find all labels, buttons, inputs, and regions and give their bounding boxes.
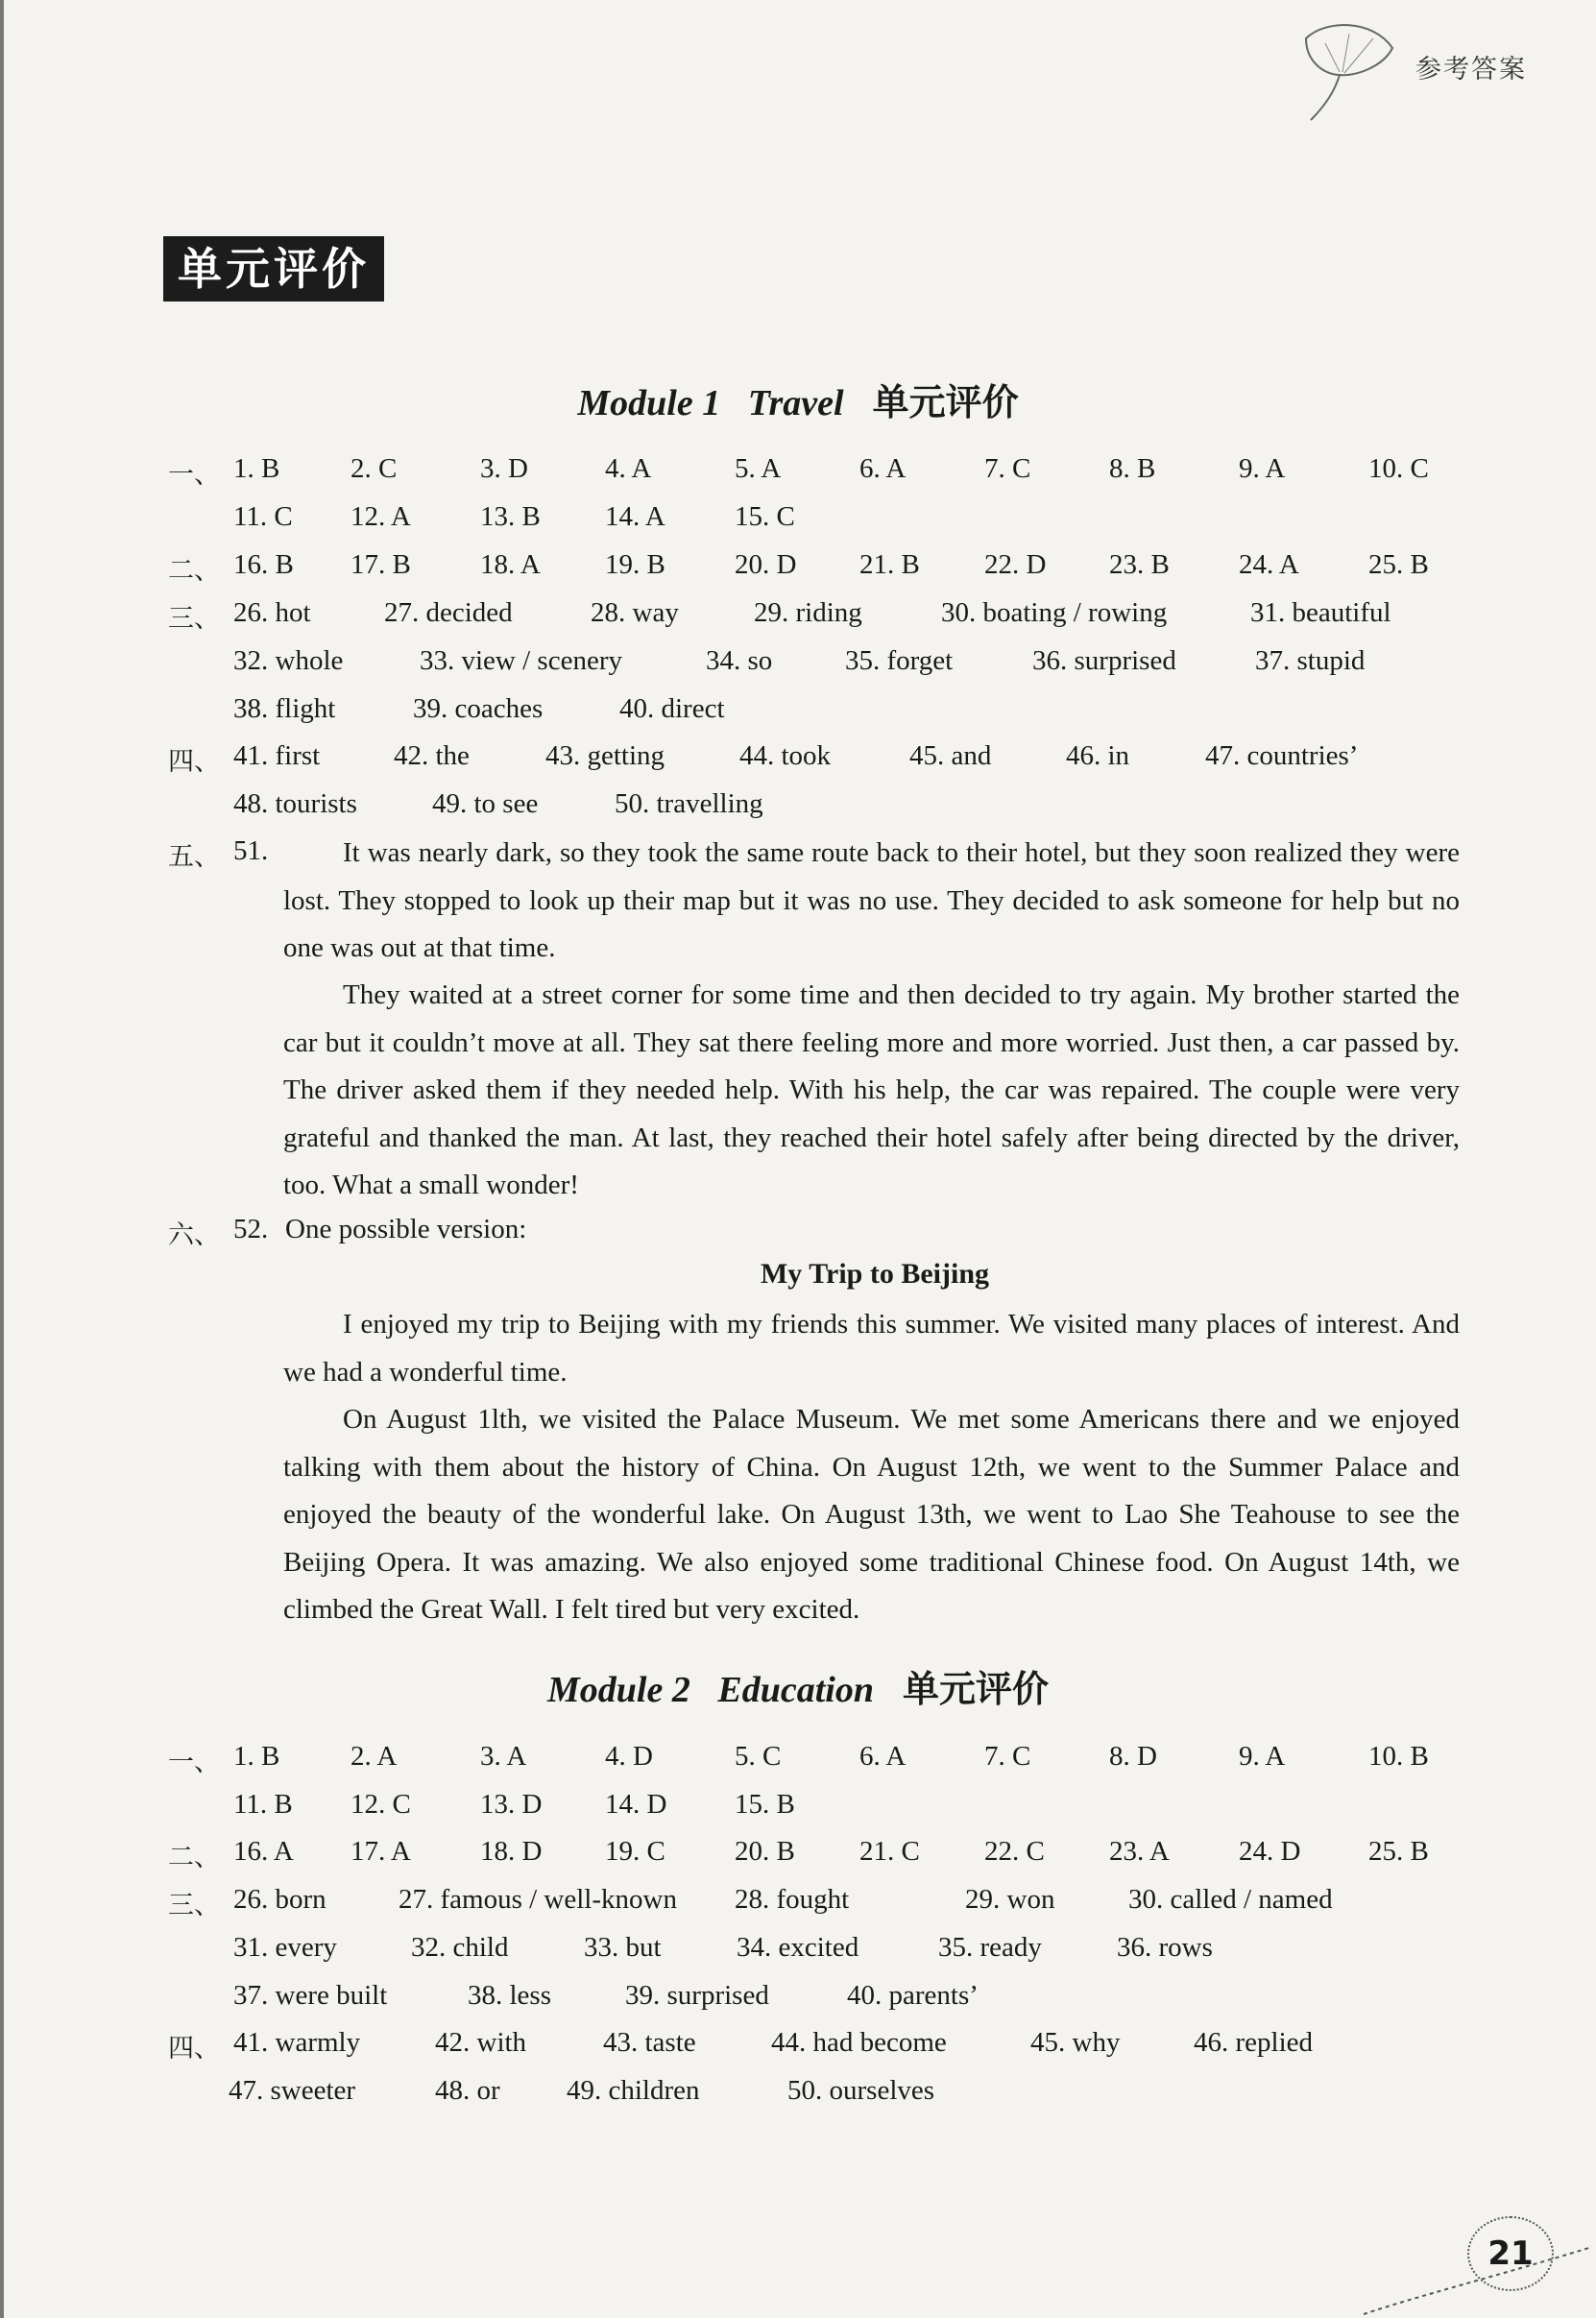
answer: 26. born bbox=[233, 1884, 326, 1915]
answer: 34. so bbox=[706, 645, 773, 676]
module1-title-cn: 单元评价 bbox=[872, 381, 1019, 423]
answer: 40. direct bbox=[619, 693, 725, 724]
answer: 13. D bbox=[480, 1789, 543, 1820]
m2-part3-row1 bbox=[168, 1884, 1512, 1922]
answer: 32. whole bbox=[233, 645, 344, 676]
m1-part4-row1 bbox=[168, 740, 1512, 779]
module1-title-en: Module 1 bbox=[577, 383, 721, 423]
answer: 33. view / scenery bbox=[420, 645, 622, 676]
answer: 50. ourselves bbox=[787, 2075, 935, 2106]
answer: 21. C bbox=[859, 1836, 920, 1867]
m1-part1-row2 bbox=[168, 501, 1512, 540]
m1-part5-paragraph-1: It was nearly dark, so they took the same route back to their hotel, but they soon realized they were lost. They stopped to look up their map but it was no use. They decided to ask someone for help but no one was out at that time. bbox=[283, 837, 1460, 963]
answer: 3. D bbox=[480, 453, 528, 484]
answer: 10. B bbox=[1368, 1741, 1429, 1772]
answer: 49. to see bbox=[432, 788, 539, 819]
answer: 43. taste bbox=[603, 2027, 696, 2058]
answer: 41. warmly bbox=[233, 2027, 361, 2058]
page-number: 21 bbox=[1467, 2216, 1554, 2291]
answer: 42. the bbox=[394, 740, 470, 771]
module2-title bbox=[0, 1659, 1596, 1712]
answer: 17. A bbox=[351, 1836, 411, 1867]
m1-part1-row1 bbox=[168, 453, 1512, 492]
answer: 47. sweeter bbox=[229, 2075, 356, 2106]
answer: 14. A bbox=[605, 501, 665, 532]
m2-part3-row2 bbox=[168, 1932, 1512, 1970]
answer: 33. but bbox=[584, 1932, 662, 1963]
answer: 10. C bbox=[1368, 453, 1429, 484]
section-badge: 单元评价 bbox=[163, 236, 384, 302]
answer: 32. child bbox=[411, 1932, 509, 1963]
module2-title-topic: Education bbox=[717, 1670, 874, 1710]
module1-title-topic: Travel bbox=[747, 383, 844, 423]
answer: 7. C bbox=[984, 1741, 1031, 1772]
essay-intro: One possible version: bbox=[285, 1214, 527, 1244]
answer: 15. B bbox=[735, 1789, 795, 1820]
answer: 24. D bbox=[1239, 1836, 1301, 1867]
m1-part4-row2 bbox=[168, 788, 1512, 827]
answer: 26. hot bbox=[233, 597, 311, 628]
answer: 50. travelling bbox=[615, 788, 763, 819]
answer: 42. with bbox=[435, 2027, 527, 2058]
answer: 36. rows bbox=[1117, 1932, 1213, 1963]
answer: 18. A bbox=[480, 549, 541, 580]
answer: 4. D bbox=[605, 1741, 653, 1772]
section-label: 二、 bbox=[168, 556, 220, 586]
m2-part2-row1 bbox=[168, 1836, 1512, 1874]
m2-part4-row1 bbox=[168, 2027, 1512, 2065]
section-label: 四、 bbox=[168, 747, 220, 777]
section-label: 四、 bbox=[168, 2034, 220, 2064]
answer: 29. won bbox=[965, 1884, 1055, 1915]
section-label: 一、 bbox=[168, 460, 220, 490]
answer: 40. parents’ bbox=[847, 1980, 979, 2011]
answer: 22. C bbox=[984, 1836, 1045, 1867]
answer: 16. A bbox=[233, 1836, 294, 1867]
answer: 48. or bbox=[435, 2075, 500, 2106]
m1-part6-paragraph-1: I enjoyed my trip to Beijing with my friends this summer. We visited many places of interest. And we had a wonderful time. bbox=[283, 1309, 1460, 1388]
m1-part6-paragraph-2: On August 1lth, we visited the Palace Museum. We met some Americans there and we enjoyed talking with them about the history of China. On August 12th, we went to the Summer Palace and enjoyed the beauty of the wonderful lake. On August 13th, we went to Lao She Teahouse to see the Beijing Opera. It was amazing. We also enjoyed some traditional Chinese food. On August 14th, we climbed the Great Wall. I felt tired but very excited. bbox=[283, 1404, 1460, 1625]
answer: 38. less bbox=[468, 1980, 551, 2011]
answer: 19. B bbox=[605, 549, 665, 580]
answer: 11. B bbox=[233, 1789, 293, 1820]
answer: 5. A bbox=[735, 453, 782, 484]
answer: 16. B bbox=[233, 549, 294, 580]
answer: 37. were built bbox=[233, 1980, 388, 2011]
answer: 3. A bbox=[480, 1741, 527, 1772]
section-label: 二、 bbox=[168, 1843, 220, 1872]
answer: 12. A bbox=[351, 501, 411, 532]
answer: 39. coaches bbox=[413, 693, 544, 724]
answer: 35. ready bbox=[938, 1932, 1042, 1963]
answer: 20. B bbox=[735, 1836, 795, 1867]
m1-part6-label bbox=[168, 1214, 840, 1252]
answer: 44. had become bbox=[771, 2027, 947, 2058]
ginkgo-leaf-icon bbox=[1268, 19, 1412, 125]
answer: 8. B bbox=[1109, 453, 1156, 484]
answer: 30. called / named bbox=[1128, 1884, 1333, 1915]
answer: 28. fought bbox=[735, 1884, 850, 1915]
answer: 17. B bbox=[351, 549, 411, 580]
answer: 23. A bbox=[1109, 1836, 1170, 1867]
answer: 15. C bbox=[735, 501, 795, 532]
m1-part5-paragraph-2: They waited at a street corner for some time and then decided to try again. My brother started the car but it couldn’t move at all. They sat there feeling more and more worried. Just then, a car passed by. The driver asked them if they needed help. With his help, the car was repaired. The couple were very grateful and thanked the man. At last, they reached their hotel safely after being directed by the driver, too. What a small wonder! bbox=[283, 979, 1460, 1200]
m1-part2-row1 bbox=[168, 549, 1512, 588]
m2-part1-row1 bbox=[168, 1741, 1512, 1779]
section-label: 五、 bbox=[168, 842, 220, 872]
answer: 25. B bbox=[1368, 549, 1429, 580]
answer: 23. B bbox=[1109, 549, 1170, 580]
question-number: 51. bbox=[233, 835, 269, 866]
answer: 35. forget bbox=[845, 645, 954, 676]
answer: 45. and bbox=[909, 740, 992, 771]
answer: 34. excited bbox=[737, 1932, 859, 1963]
answer: 28. way bbox=[591, 597, 679, 628]
answer: 2. A bbox=[351, 1741, 398, 1772]
answer: 22. D bbox=[984, 549, 1047, 580]
answer: 48. tourists bbox=[233, 788, 357, 819]
answer: 43. getting bbox=[545, 740, 665, 771]
answer: 11. C bbox=[233, 501, 293, 532]
answer: 25. B bbox=[1368, 1836, 1429, 1867]
m1-part3-row2 bbox=[168, 645, 1512, 684]
answer: 9. A bbox=[1239, 453, 1286, 484]
page-edge bbox=[0, 0, 4, 2318]
answer: 2. C bbox=[351, 453, 398, 484]
answer: 14. D bbox=[605, 1789, 667, 1820]
answer: 12. C bbox=[351, 1789, 411, 1820]
answer: 6. A bbox=[859, 453, 907, 484]
answer: 21. B bbox=[859, 549, 920, 580]
section-label: 三、 bbox=[168, 604, 220, 634]
answer: 1. B bbox=[233, 453, 280, 484]
m2-part1-row2 bbox=[168, 1789, 1512, 1827]
answer: 27. famous / well-known bbox=[399, 1884, 677, 1915]
section-label: 一、 bbox=[168, 1748, 220, 1777]
answer: 45. why bbox=[1030, 2027, 1121, 2058]
answer: 6. A bbox=[859, 1741, 907, 1772]
m2-part4-row2 bbox=[168, 2075, 1512, 2113]
answer: 41. first bbox=[233, 740, 321, 771]
answer: 37. stupid bbox=[1255, 645, 1366, 676]
m1-part3-row3 bbox=[168, 693, 1512, 732]
answer: 1. B bbox=[233, 1741, 280, 1772]
answer: 49. children bbox=[567, 2075, 700, 2106]
answer: 47. countries’ bbox=[1205, 740, 1359, 771]
answer: 13. B bbox=[480, 501, 541, 532]
module2-title-cn: 单元评价 bbox=[902, 1668, 1049, 1710]
answer: 39. surprised bbox=[625, 1980, 769, 2011]
answer: 24. A bbox=[1239, 549, 1299, 580]
answer: 9. A bbox=[1239, 1741, 1286, 1772]
answer: 19. C bbox=[605, 1836, 665, 1867]
answer: 7. C bbox=[984, 453, 1031, 484]
answer: 36. surprised bbox=[1032, 645, 1176, 676]
m2-part3-row3 bbox=[168, 1980, 1512, 2018]
essay-title: My Trip to Beijing bbox=[760, 1258, 990, 1290]
answer: 44. took bbox=[739, 740, 832, 771]
answer: 4. A bbox=[605, 453, 652, 484]
module1-title bbox=[0, 373, 1596, 425]
answer: 31. beautiful bbox=[1250, 597, 1391, 628]
answer: 46. replied bbox=[1194, 2027, 1314, 2058]
answer: 18. D bbox=[480, 1836, 543, 1867]
question-number: 52. bbox=[233, 1214, 269, 1244]
answer: 20. D bbox=[735, 549, 797, 580]
module2-title-en: Module 2 bbox=[547, 1670, 690, 1710]
section-label: 三、 bbox=[168, 1891, 220, 1920]
answer: 30. boating / rowing bbox=[941, 597, 1168, 628]
m1-part3-row1 bbox=[168, 597, 1512, 636]
answer: 27. decided bbox=[384, 597, 513, 628]
answer: 29. riding bbox=[754, 597, 862, 628]
answer: 31. every bbox=[233, 1932, 337, 1963]
answer: 38. flight bbox=[233, 693, 336, 724]
answer: 46. in bbox=[1066, 740, 1130, 771]
answer: 5. C bbox=[735, 1741, 782, 1772]
header-label: 参考答案 bbox=[1415, 55, 1527, 85]
answer: 8. D bbox=[1109, 1741, 1157, 1772]
section-label: 六、 bbox=[168, 1220, 220, 1250]
